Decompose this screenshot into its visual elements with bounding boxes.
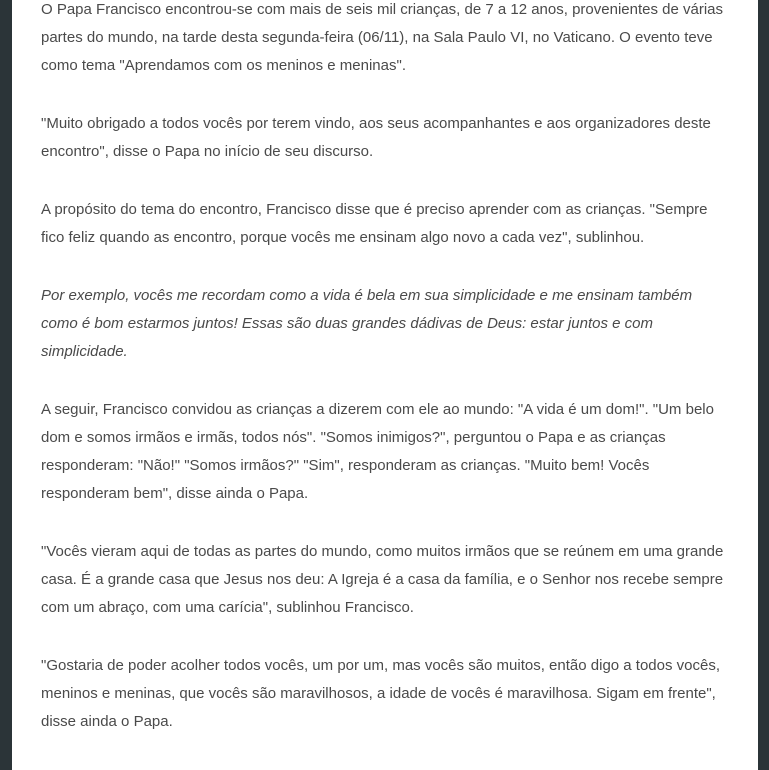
article-paragraph-quote: Por exemplo, vocês me recordam como a vida é bela em sua simplicidade e me ensinam também como é bom estarmos juntos! Essas são duas grandes dádivas de Deus: estar juntos e com simplicidade. [41,287,693,360]
article-page [12,0,758,770]
article-paragraph: "Vocês vieram aqui de todas as partes do mundo, como muitos irmãos que se reúnem em uma grande casa. É a grande casa que Jesus nos deu: A Igreja é a casa da família, e o Senhor nos recebe sempre com um abraço, com uma carícia", sublinhou Francisco. [41,543,724,616]
article-paragraph: "Gostaria de poder acolher todos vocês, um por um, mas vocês são muitos, então digo a todos vocês, meninos e meninas, que vocês são maravilhosos, a idade de vocês é maravilhosa. Sigam em frente", disse ainda o Papa. [41,657,721,730]
article-body [41,0,731,766]
article-paragraph: A propósito do tema do encontro, Francisco disse que é preciso aprender com as crianças. "Sempre fico feliz quando as encontro, porque vocês me ensinam algo novo a cada vez", sublinhou. [41,201,708,246]
article-paragraph: "Muito obrigado a todos vocês por terem vindo, aos seus acompanhantes e aos organizadores deste encontro", disse o Papa no início de seu discurso. [41,115,711,160]
article-paragraph: A seguir, Francisco convidou as crianças a dizerem com ele ao mundo: "A vida é um dom!". "Um belo dom e somos irmãos e irmãs, todos nós". "Somos inimigos?", perguntou o Papa e as crianças responderam: "Não!" "Somos irmãos?" "Sim", responderam as crianças. "Muito bem! Vocês responderam bem", disse ainda o Papa. [41,401,714,502]
article-paragraph: O Papa Francisco encontrou-se com mais de seis mil crianças, de 7 a 12 anos, provenientes de várias partes do mundo, na tarde desta segunda-feira (06/11), na Sala Paulo VI, no Vaticano. O evento teve como tema "Aprendamos com os meninos e meninas". [41,1,724,74]
